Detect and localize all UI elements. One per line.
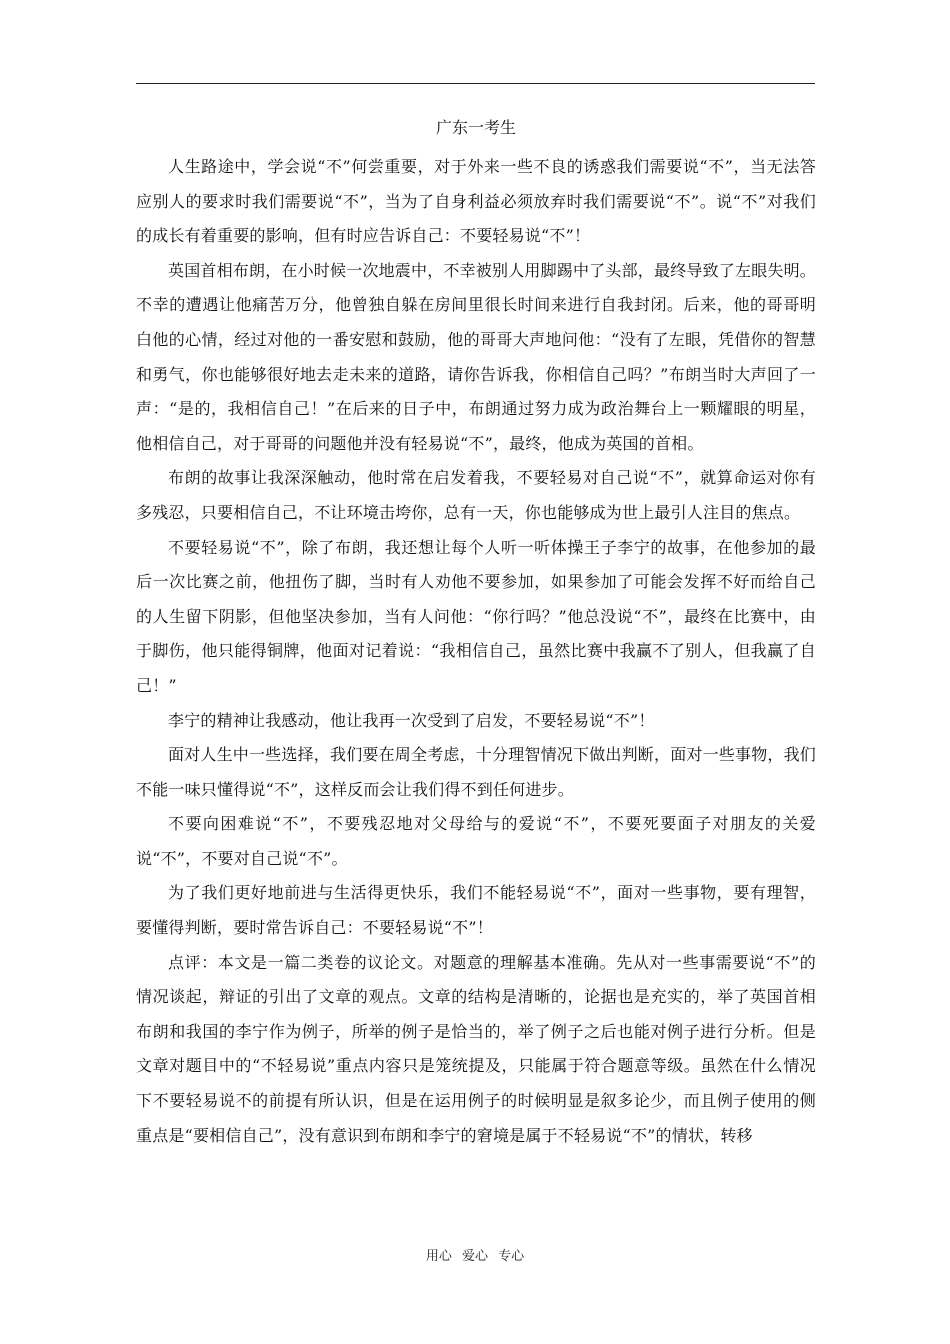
paragraph-choices: 面对人生中一些选择，我们要在周全考虑，十分理智情况下做出判断，面对一些事物，我们不能一味只懂得说“不”，这样反而会让我们得不到任何进步。 bbox=[136, 745, 817, 799]
essay-body bbox=[136, 118, 816, 1153]
paragraph-li-ning-story: 不要轻易说“不”，除了布朗，我还想让每个人听一听体操王子李宁的故事，在他参加的最后一次比赛之前，他扭伤了脚，当时有人劝他不要参加，如果参加了可能会发挥不好而给自己的人生留下阴影，但他坚决参加，当有人问他：“你行吗？”他总没说“不”，最终在比赛中，由于脚伤，他只能得铜牌，他面对记着说：“我相信自己，虽然比赛中我赢不了别人，但我赢了自己！” bbox=[136, 537, 816, 695]
paragraph-brown-story: 英国首相布朗，在小时候一次地震中，不幸被别人用脚踢中了头部，最终导致了左眼失明。不幸的遭遇让他痛苦万分，他曾独自躲在房间里很长时间来进行自我封闭。后来，他的哥哥明白他的心情，经过对他的一番安慰和鼓励，他的哥哥大声地问他：“没有了左眼，凭借你的智慧和勇气，你也能够很好地去走未来的道路，请你告诉我，你相信自己吗？”布朗当时大声回了一声：“是的，我相信自己！”在后来的日子中，布朗通过努力成为政治舞台上一颗耀眼的明星，他相信自己，对于哥哥的问题他并没有轻易说“不”，最终，他成为英国的首相。 bbox=[136, 260, 817, 453]
paragraph-commentary: 点评：本文是一篇二类卷的议论文。对题意的理解基本准确。先从对一些事需要说“不”的情况谈起，辩证的引出了文章的观点。文章的结构是清晰的，论据也是充实的，举了英国首相布朗和我国的李宁作为例子，所举的例子是恰当的，举了例子之后也能对例子进行分析。但是文章对题目中的“不轻易说”重点内容只是笼统提及，只能属于符合题意等级。虽然在什么情况下不要轻易说不的前提有所认识，但是在运用例子的时候明显是叙多论少，而且例子使用的侧重点是“要相信自己”，没有意识到布朗和李宁的窘境是属于不轻易说“不”的情状，转移 bbox=[136, 952, 816, 1145]
paragraph-intro: 人生路途中，学会说“不”何尝重要，对于外来一些不良的诱惑我们需要说“不”，当无法答应别人的要求时我们需要说“不”，当为了自身利益必须放弃时我们需要说“不”。说“不”对我们的成长有着重要的影响，但有时应告诉自己：不要轻易说“不”！ bbox=[136, 157, 816, 246]
essay-author: 广东一考生 bbox=[435, 118, 516, 137]
header-rule bbox=[136, 83, 815, 84]
paragraph-li-ning-reflection: 李宁的精神让我感动，他让我再一次受到了启发，不要轻易说“不”！ bbox=[168, 710, 655, 730]
page-footer: 用心 爱心 专心 bbox=[425, 1249, 525, 1264]
paragraph-dont-say-no: 不要向困难说“不”，不要残忍地对父母给与的爱说“不”，不要死要面子对朋友的关爱说“不”，不要对自己说“不”。 bbox=[136, 814, 816, 868]
paragraph-brown-reflection: 布朗的故事让我深深触动，他时常在启发着我，不要轻易对自己说“不”，就算命运对你有多残忍，只要相信自己，不让环境击垮你，总有一天，你也能够成为世上最引人注目的焦点。 bbox=[136, 468, 816, 522]
paragraph-conclusion: 为了我们更好地前进与生活得更快乐，我们不能轻易说“不”，面对一些事物，要有理智，要懂得判断，要时常告诉自己：不要轻易说“不”！ bbox=[136, 883, 816, 938]
